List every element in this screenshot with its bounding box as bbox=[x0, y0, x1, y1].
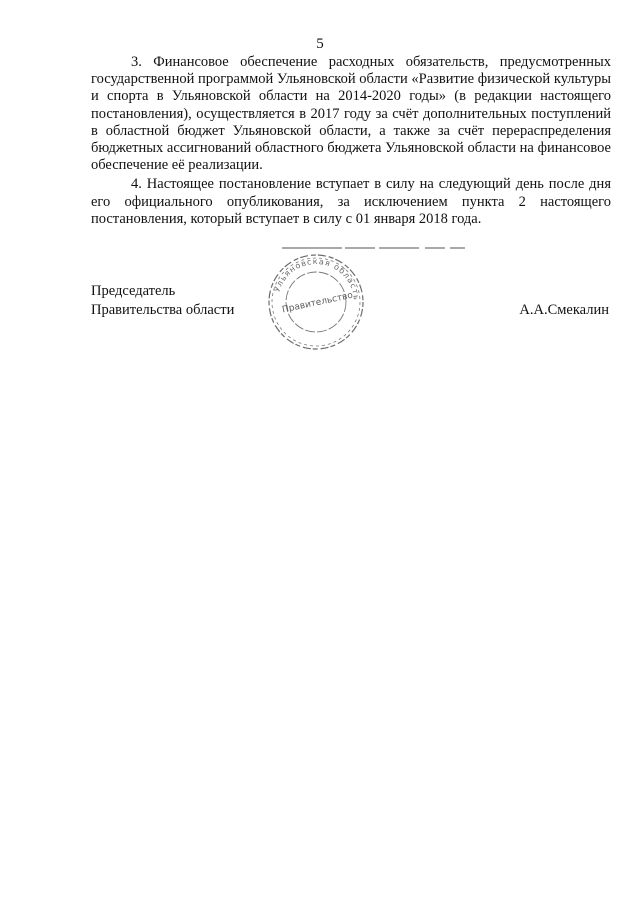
signatory-position bbox=[91, 282, 234, 320]
paragraph-4: 4. Настоящее постановление вступает в силу на следующий день после дня его официального опубликования, за исключением пункта 2 настоящего постановления, который вступает в силу с 01 января 2018 года. bbox=[91, 176, 611, 227]
signatory-position-line-2: Правительства области bbox=[91, 302, 235, 318]
official-seal-stamp bbox=[266, 252, 366, 352]
seal-icon bbox=[266, 252, 366, 352]
paragraph-3: 3. Финансовое обеспечение расходных обязательств, предусмотренных государственной программой Ульяновской области «Развитие физической культуры и спорта в Ульяновской области на 2014-2020 годы» (в редакции настоящего постановления), осуществляется в 2017 году за счёт дополнительных поступлений в областной бюджет Ульяновской области, а также за счёт перераспределения бюджетных ассигнований областного бюджета Ульяновской области на финансовое обеспечение её реализации. bbox=[91, 54, 611, 174]
signatory-position-line-1: Председатель bbox=[91, 283, 176, 299]
seal-outer-text: Ульяновская область bbox=[272, 256, 362, 302]
separator-line bbox=[282, 247, 496, 249]
document-body bbox=[91, 54, 611, 230]
page-number: 5 bbox=[316, 36, 324, 52]
seal-center-text: Правительство bbox=[281, 290, 354, 316]
signatory-name: А.А.Смекалин bbox=[519, 302, 609, 318]
